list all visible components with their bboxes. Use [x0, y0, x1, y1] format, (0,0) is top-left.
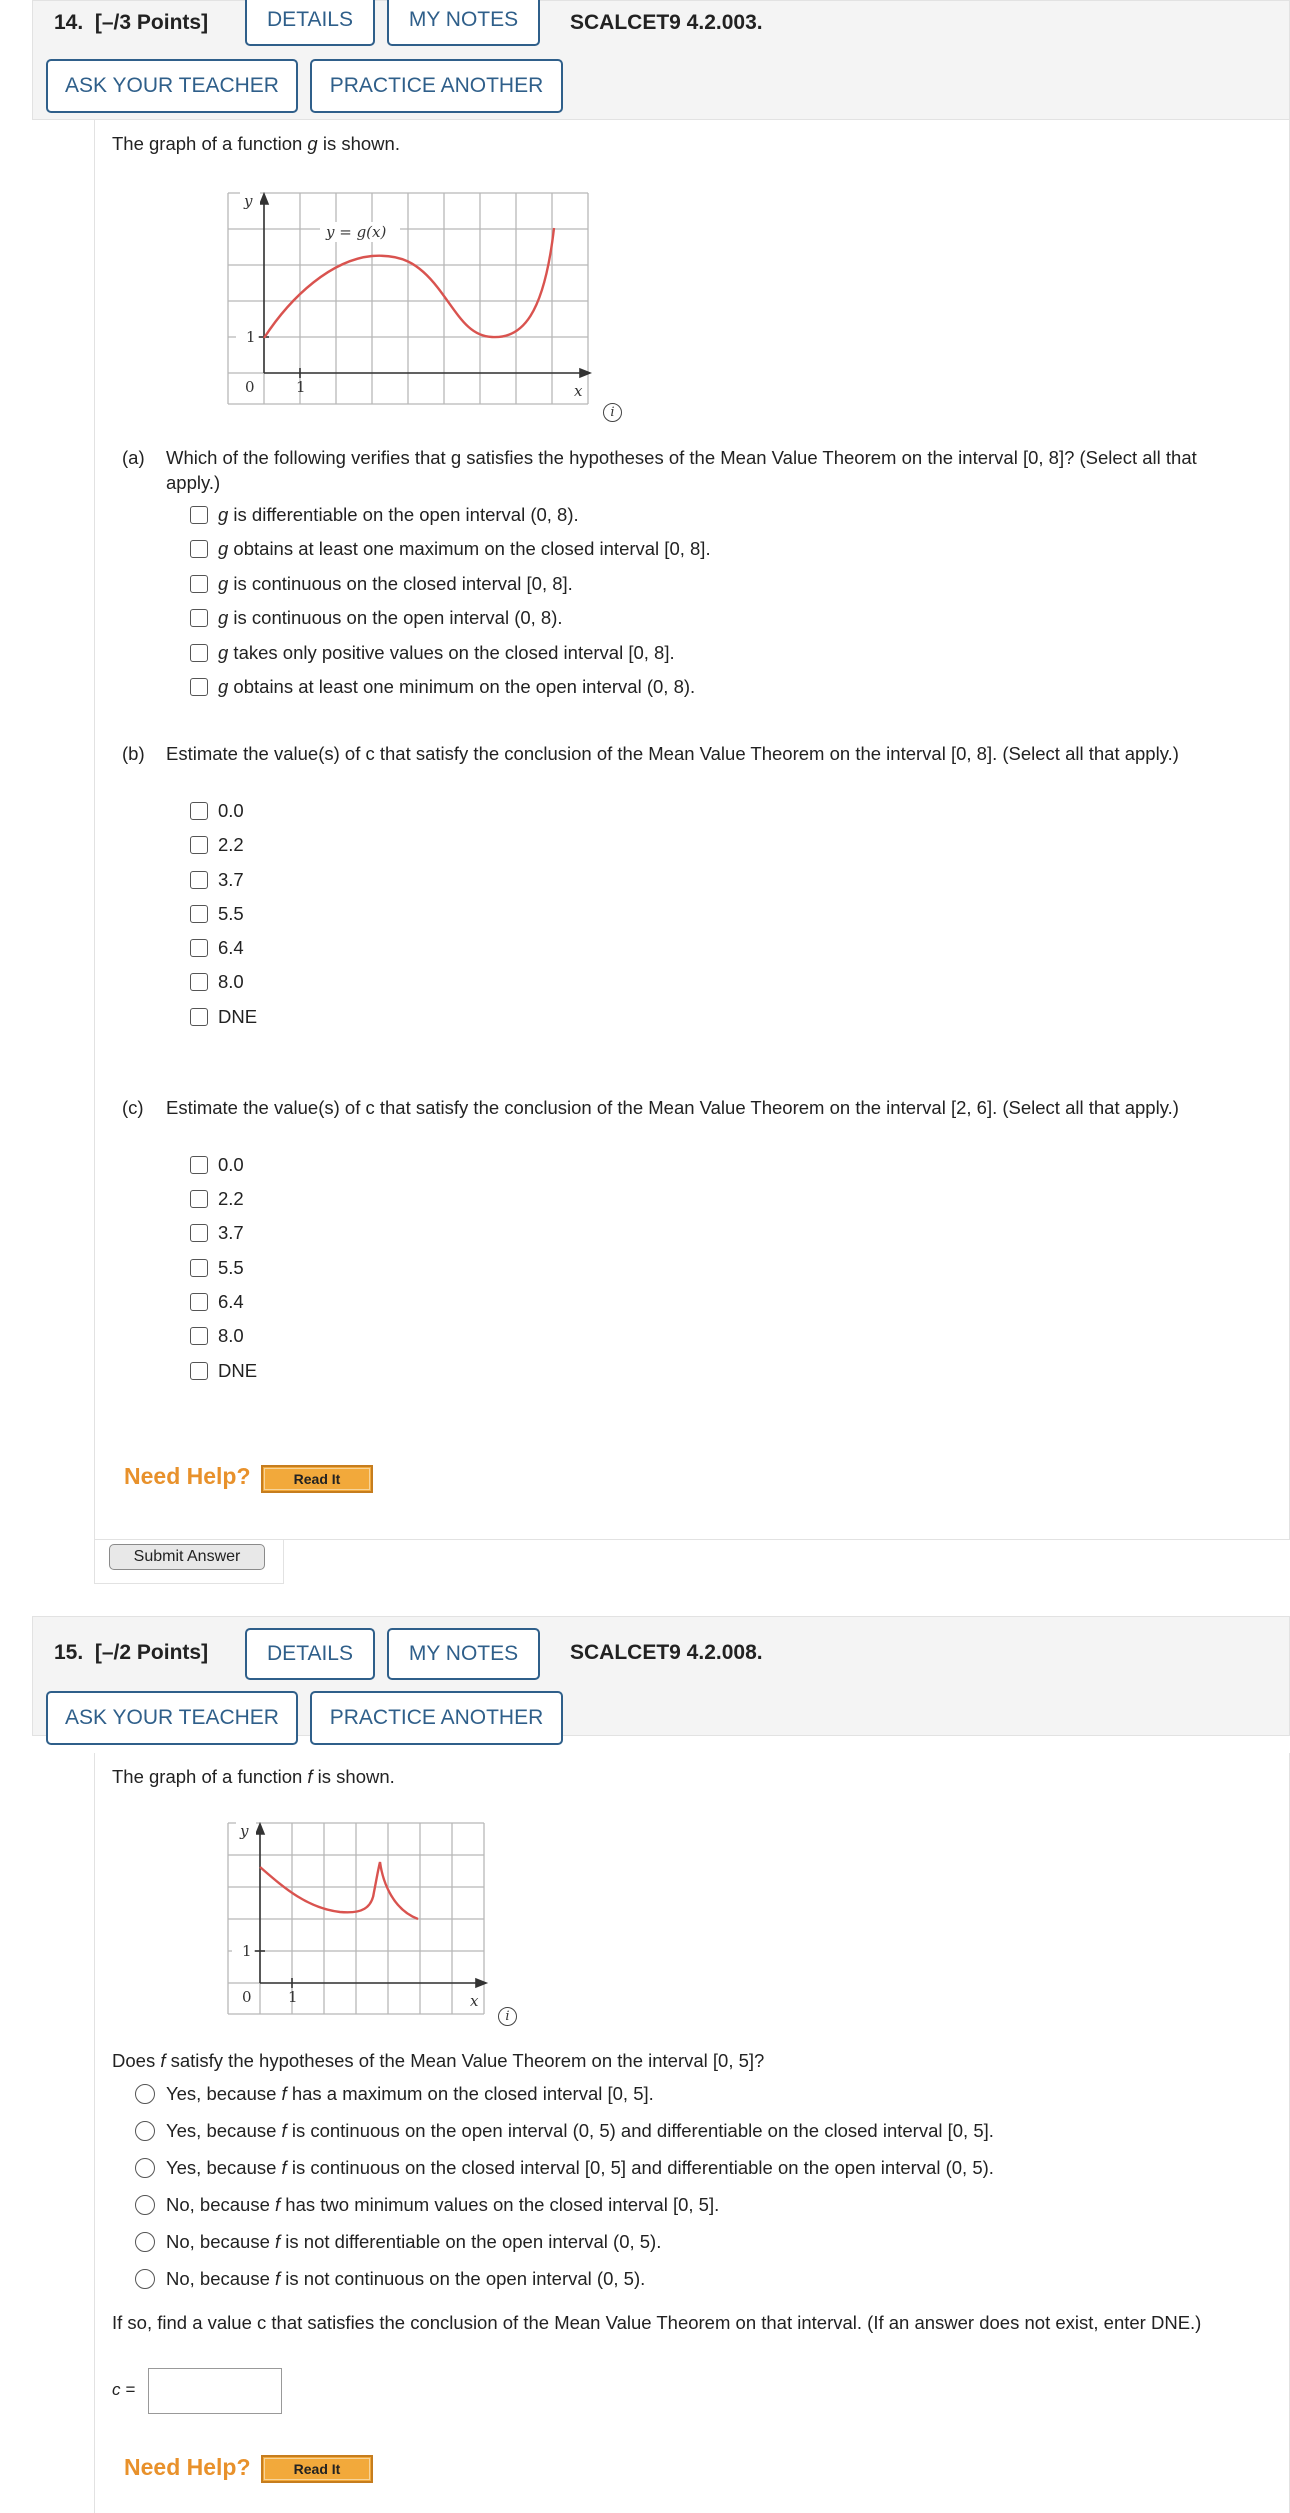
q14-c-option-4-label: 5.5: [218, 1257, 244, 1278]
q14-graph-info-icon[interactable]: i: [603, 403, 622, 422]
q14-a-option-4-label: [218, 607, 563, 629]
q15-option-5-label: [166, 2231, 661, 2253]
q14-b-option-1-label: 0.0: [218, 800, 244, 821]
q15-option-6-radio[interactable]: [135, 2269, 155, 2289]
q15-question-code: SCALCET9 4.2.008.: [570, 1641, 763, 1664]
q14-part-b-letter: (b): [122, 743, 145, 764]
q14-a-option-2-label: [218, 538, 711, 560]
q15-number: [54, 1641, 208, 1665]
q14-number-text: 14.: [54, 11, 84, 34]
q15-option-3-pre: Yes, because: [166, 2157, 282, 2178]
q15-option-6-label: [166, 2268, 645, 2290]
q14-c-option-5-checkbox[interactable]: [190, 1293, 208, 1311]
q14-a-option-5-text: takes only positive values on the closed interval [0, 8].: [228, 642, 675, 663]
q14-c-option-6-checkbox[interactable]: [190, 1327, 208, 1345]
q15-question-var: f: [160, 2050, 166, 2071]
q14-a-option-1-label: [218, 504, 579, 526]
q15-option-1-var: f: [281, 2083, 287, 2104]
q14-b-option-6-checkbox[interactable]: [190, 973, 208, 991]
q14-my-notes-button[interactable]: MY NOTES: [387, 0, 540, 46]
q14-a-option-1-checkbox[interactable]: [190, 506, 208, 524]
q14-a-option-3-var: g: [218, 573, 229, 594]
q14-part-a-letter: (a): [122, 447, 145, 468]
q15-option-3-label: [166, 2157, 994, 2179]
q14-b-option-3-label: 3.7: [218, 869, 244, 890]
q15-graph-curve: [260, 1862, 418, 1919]
q14-c-option-7-label: DNE: [218, 1360, 258, 1381]
q14-practice-another-button[interactable]: PRACTICE ANOTHER: [310, 59, 563, 113]
q14-intro-pre: The graph of a function: [112, 133, 308, 154]
q14-a-option-6-checkbox[interactable]: [190, 678, 208, 696]
q14-question-code: SCALCET9 4.2.003.: [570, 11, 763, 34]
q14-graph-y-tick-label: 1: [246, 328, 256, 346]
q15-question-pre: Does: [112, 2050, 161, 2071]
q15-option-3-var: f: [281, 2157, 287, 2178]
q15-graph-x-tick-label: 1: [288, 1988, 298, 2006]
q15-option-4-var: f: [275, 2194, 281, 2215]
q15-graph: [222, 1820, 490, 2018]
q14-intro-var: g: [307, 133, 318, 154]
q15-option-1-text: has a maximum on the closed interval [0, 5].: [286, 2083, 654, 2104]
q15-option-5-radio[interactable]: [135, 2232, 155, 2252]
q15-option-1-label: [166, 2083, 654, 2105]
q14-ask-your-teacher-button[interactable]: ASK YOUR TEACHER: [46, 59, 298, 113]
q14-a-option-5-checkbox[interactable]: [190, 644, 208, 662]
q15-option-3-text: is continuous on the closed interval [0, 5] and differentiable on the open interval (0, 5).: [286, 2157, 994, 2178]
q14-b-option-6-label: 8.0: [218, 971, 244, 992]
q15-option-4-radio[interactable]: [135, 2195, 155, 2215]
q14-c-option-3-label: 3.7: [218, 1222, 244, 1243]
q15-graph-info-icon[interactable]: i: [498, 2007, 517, 2026]
q14-a-option-5-var: g: [218, 642, 229, 663]
q15-graph-origin-label: 0: [242, 1988, 252, 2006]
q14-graph-x-label: x: [574, 382, 583, 400]
q15-option-6-pre: No, because: [166, 2268, 276, 2289]
q14-a-option-1-var: g: [218, 504, 229, 525]
q15-option-4-text: has two minimum values on the closed interval [0, 5].: [280, 2194, 720, 2215]
q15-intro-post: is shown.: [312, 1766, 395, 1787]
q15-graph-x-label: x: [470, 1992, 479, 2010]
q14-c-option-1-checkbox[interactable]: [190, 1156, 208, 1174]
q15-question: [112, 2050, 764, 2072]
q14-a-option-3-checkbox[interactable]: [190, 575, 208, 593]
q15-answer-label: c =: [112, 2380, 136, 2399]
q14-b-option-4-label: 5.5: [218, 903, 244, 924]
q14-a-option-2-text: obtains at least one maximum on the closed interval [0, 8].: [228, 538, 711, 559]
q14-read-it-button[interactable]: Read It: [261, 1465, 373, 1493]
q15-answer-input[interactable]: [148, 2368, 282, 2414]
q15-practice-another-button[interactable]: PRACTICE ANOTHER: [310, 1691, 563, 1745]
q14-a-option-4-var: g: [218, 607, 229, 628]
q14-a-option-1-text: is differentiable on the open interval (0, 8).: [228, 504, 579, 525]
q14-a-option-6-var: g: [218, 676, 229, 697]
q14-number: [54, 11, 208, 35]
q14-c-option-1-label: 0.0: [218, 1154, 244, 1175]
q14-a-option-3-text: is continuous on the closed interval [0, 8].: [228, 573, 573, 594]
q14-b-option-7-checkbox[interactable]: [190, 1008, 208, 1026]
q14-a-option-4-checkbox[interactable]: [190, 609, 208, 627]
q14-c-option-4-checkbox[interactable]: [190, 1259, 208, 1277]
q14-graph-curve: [264, 228, 554, 338]
q14-part-a-prompt: Which of the following verifies that g satisfies the hypotheses of the Mean Value Theorem on the interval [0, 8]? (Select all that apply.): [166, 447, 1197, 493]
q14-part-b-prompt: Estimate the value(s) of c that satisfy the conclusion of the Mean Value Theorem on the interval [0, 8]. (Select all that apply.): [166, 743, 1179, 764]
q14-b-option-4-checkbox[interactable]: [190, 905, 208, 923]
q14-a-option-4-text: is continuous on the open interval (0, 8).: [228, 607, 563, 628]
q14-graph-origin-label: 0: [245, 378, 255, 396]
q15-intro: [112, 1766, 395, 1788]
q14-a-option-2-checkbox[interactable]: [190, 540, 208, 558]
q15-option-2-var: f: [281, 2120, 287, 2141]
q15-option-5-pre: No, because: [166, 2231, 276, 2252]
q14-b-option-2-label: 2.2: [218, 834, 244, 855]
q14-part-c-prompt: Estimate the value(s) of c that satisfy the conclusion of the Mean Value Theorem on the interval [2, 6]. (Select all that apply.): [166, 1097, 1179, 1118]
q14-graph-x-tick-label: 1: [296, 378, 306, 396]
q15-option-6-text: is not continuous on the open interval (0, 5).: [280, 2268, 646, 2289]
q14-need-help-label: Need Help?: [124, 1463, 251, 1489]
q15-need-help-label: Need Help?: [124, 2454, 251, 2480]
q15-graph-y-label: y: [240, 1822, 249, 1840]
q14-c-option-7-checkbox[interactable]: [190, 1362, 208, 1380]
q15-intro-var: f: [307, 1766, 313, 1787]
q14-submit-answer-button[interactable]: Submit Answer: [109, 1544, 265, 1570]
q14-a-option-5-label: [218, 642, 675, 664]
q15-option-2-radio[interactable]: [135, 2121, 155, 2141]
q15-option-1-pre: Yes, because: [166, 2083, 282, 2104]
q15-option-1-radio[interactable]: [135, 2084, 155, 2104]
q14-graph-curve-label: y = g(x): [326, 223, 387, 241]
q15-number-text: 15.: [54, 1641, 84, 1664]
q14-a-option-6-text: obtains at least one minimum on the open interval (0, 8).: [228, 676, 696, 697]
q15-option-4-label: [166, 2194, 719, 2216]
q15-read-it-button[interactable]: Read It: [261, 2455, 373, 2483]
q15-ask-your-teacher-button[interactable]: ASK YOUR TEACHER: [46, 1691, 298, 1745]
q14-b-option-7-label: DNE: [218, 1006, 258, 1027]
q14-details-button[interactable]: DETAILS: [245, 0, 375, 46]
q14-graph-y-label: y: [244, 192, 253, 210]
q15-option-5-var: f: [275, 2231, 281, 2252]
q15-intro-pre: The graph of a function: [112, 1766, 308, 1787]
q15-followup: If so, find a value c that satisfies the conclusion of the Mean Value Theorem on that interval. (If an answer does not exist, enter DNE.): [112, 2312, 1202, 2333]
q14-a-option-3-label: [218, 573, 573, 595]
q14-c-option-2-checkbox[interactable]: [190, 1190, 208, 1208]
q15-graph-grid: [228, 1823, 484, 2014]
q15-points: [–/2 Points]: [94, 1641, 209, 1664]
q15-details-button[interactable]: DETAILS: [245, 1628, 375, 1680]
q14-b-option-2-checkbox[interactable]: [190, 836, 208, 854]
q14-b-option-5-checkbox[interactable]: [190, 939, 208, 957]
q15-option-3-radio[interactable]: [135, 2158, 155, 2178]
q14-a-option-6-label: [218, 676, 695, 698]
q14-b-option-1-checkbox[interactable]: [190, 802, 208, 820]
q14-a-option-2-var: g: [218, 538, 229, 559]
q15-option-2-label: [166, 2120, 994, 2142]
q15-option-5-text: is not differentiable on the open interval (0, 5).: [280, 2231, 662, 2252]
q14-intro-post: is shown.: [317, 133, 400, 154]
q14-intro: [112, 133, 400, 155]
q14-c-option-5-label: 6.4: [218, 1291, 244, 1312]
q15-option-2-pre: Yes, because: [166, 2120, 282, 2141]
q15-option-6-var: f: [275, 2268, 281, 2289]
q14-c-option-3-checkbox[interactable]: [190, 1224, 208, 1242]
q14-b-option-5-label: 6.4: [218, 937, 244, 958]
q14-b-option-3-checkbox[interactable]: [190, 871, 208, 889]
q14-points: [–/3 Points]: [94, 11, 209, 34]
q14-c-option-6-label: 8.0: [218, 1325, 244, 1346]
q14-c-option-2-label: 2.2: [218, 1188, 244, 1209]
q14-graph: [222, 190, 592, 408]
q15-graph-y-tick-label: 1: [242, 1942, 252, 1960]
q14-part-c-letter: (c): [122, 1097, 144, 1118]
q15-my-notes-button[interactable]: MY NOTES: [387, 1628, 540, 1680]
q15-option-2-text: is continuous on the open interval (0, 5) and differentiable on the closed interval [0, 5].: [286, 2120, 994, 2141]
q15-option-4-pre: No, because: [166, 2194, 276, 2215]
q15-question-post: satisfy the hypotheses of the Mean Value Theorem on the interval [0, 5]?: [165, 2050, 765, 2071]
